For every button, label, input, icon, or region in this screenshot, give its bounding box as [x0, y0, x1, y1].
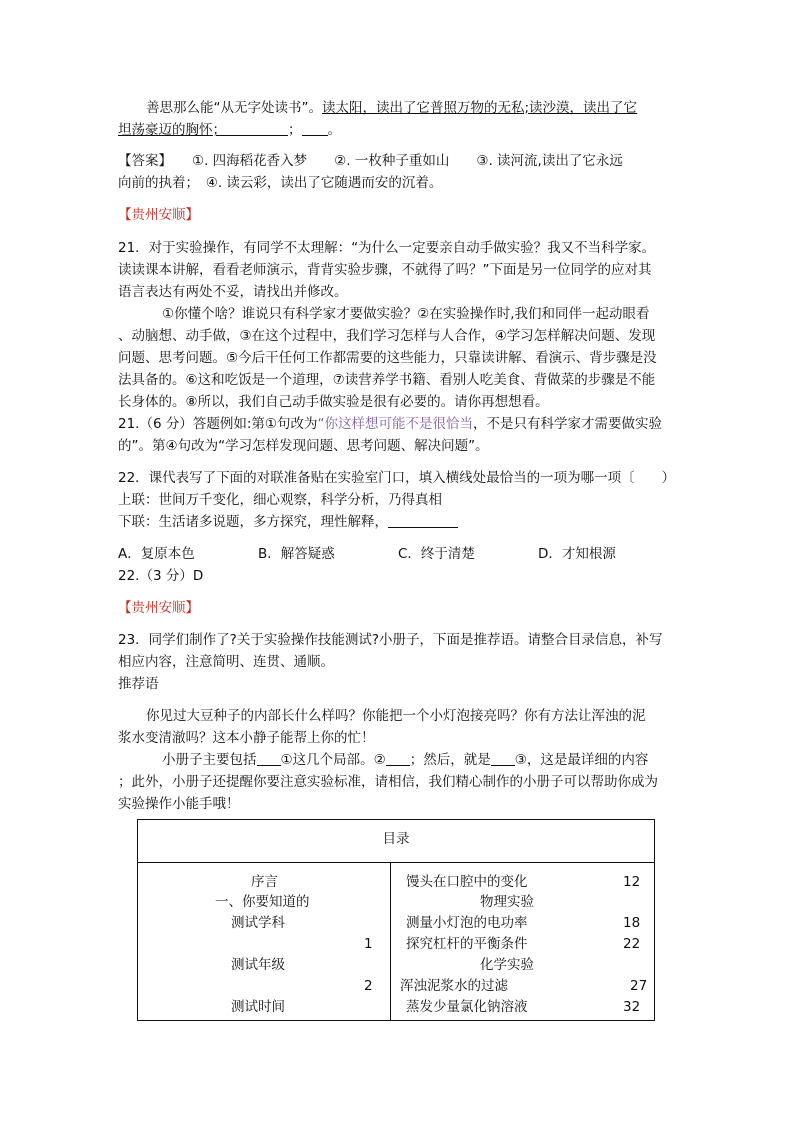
poem-line-2: 坦荡豪迈的胸怀； ； 。: [118, 122, 341, 138]
toc-divider: [138, 862, 654, 863]
q21-line-6: 问题、思考问题。⑤今后干任何工作都需要的这些能力，只靠读讲解、看演示、背步骤是没: [118, 350, 657, 366]
toc-right-item: 测量小灯泡的电功率: [406, 915, 528, 931]
q23-para2-line-3: 实验操作小能手哦！: [118, 796, 240, 812]
toc-page-number: 2: [364, 978, 373, 994]
toc-right-item: 蒸发少量氯化钠溶液: [406, 999, 528, 1015]
toc-right-item: 探究杠杆的平衡条件: [406, 936, 528, 952]
q22-line-1: 22．课代表写了下面的对联准备贴在实验室门口，填入横线处最恰当的一项为哪一项〔 ）: [118, 470, 676, 486]
toc-page-number: 18: [623, 915, 641, 931]
toc-page-number: 12: [623, 874, 641, 890]
q21-line-5: 、动脑想、动手做，③在这个过程中，我们学习怎样与人合作，④学习怎样解决问题、发现: [118, 328, 656, 344]
q21-line-8: 长身体的。⑧所以，我们自己动手做实验是很有必要的。请你再想想看。: [118, 394, 549, 410]
q22-option-c: C．终于清楚: [398, 546, 475, 562]
toc-right-item: 化学实验: [480, 957, 534, 973]
toc-right-item: 馒头在口腔中的变化: [406, 874, 528, 890]
q21-line-3: 语言表达有两处不妥，请找出并修改。: [118, 284, 348, 300]
toc-page-number: 32: [623, 999, 641, 1015]
answer-label: 【答案】: [118, 153, 172, 169]
q22-option-d: D．才知根源: [538, 546, 616, 562]
q22-option-a: A．复原本色: [118, 546, 195, 562]
poem-line-1: 善思那么能“从无字处读书”。读太阳，读出了它普照万物的无私;读沙漠，读出了它: [146, 100, 638, 116]
q23-para2-line-1: 小册子主要包括 ①这几个局部。② ；然后，就是 ③，这是最详细的内容: [162, 752, 649, 768]
toc-left-item: 测试年级: [231, 957, 285, 973]
q22-option-b: B．解答疑惑: [258, 546, 335, 562]
source-tag-1: 【贵州安顺】: [118, 207, 199, 223]
toc-page-number: 1: [364, 936, 373, 952]
toc-right-item: 物理实验: [480, 894, 534, 910]
fill-blank-6: [491, 751, 515, 766]
toc-left-item: 序言: [251, 874, 278, 890]
q22-answer: 22.（3 分）D: [118, 568, 204, 584]
toc-title: 目录: [382, 831, 410, 847]
q23-para1-line-1: 你见过大豆种子的内部长什么样吗？你能把一个小灯泡接亮吗？你有方法让浑浊的泥: [146, 708, 646, 724]
answer-line-1: 【答案】 ①. 四海稻花香入梦 ②. 一枚种子重如山 ③. 读河流,读出了它永远: [118, 153, 623, 169]
fill-blank-1: [226, 121, 288, 136]
q21-line-1: 21．对于实验操作，有同学不太理解：“为什么一定要亲自动手做实验？我又不当科学家。: [118, 240, 656, 256]
fill-blank-5: [386, 751, 410, 766]
fill-blank-2: [302, 121, 328, 136]
q22-line-3: 下联：生活诸多说题，多方探究，理性解释，: [118, 512, 458, 532]
q21-answer-line-1: 21.（6 分）答题例如:第①句改为“你这样想可能不是很恰当，不是只有科学家才需要做实验: [118, 416, 663, 432]
toc-right-item: 浑浊泥浆水的过滤: [400, 978, 508, 994]
q22-line-2: 上联：世间万千变化，细心观察，科学分析，乃得真相: [118, 492, 442, 508]
fill-blank-4: [257, 751, 281, 766]
toc-left-item: 一、你要知道的: [215, 894, 310, 910]
toc-column-divider: [390, 862, 391, 1020]
fill-blank-3: [388, 513, 458, 528]
toc-left-item: 测试学科: [231, 915, 285, 931]
q23-line-1: 23．同学们制作了?关于实验操作技能测试?小册子，下面是推荐语。请整合目录信息，补写: [118, 632, 663, 648]
toc-left-item: 测试时间: [231, 999, 285, 1015]
toc-page-number: 22: [623, 936, 641, 952]
answer-line-2: 向前的执着； ④. 读云彩，读出了它随遇而安的沉着。: [118, 175, 443, 191]
q21-answer-line-2: 的”。第④句改为“学习怎样发现问题、思考问题、解决问题”。: [118, 438, 489, 454]
q23-line-2: 相应内容，注意简明、连贯、通顺。: [118, 654, 334, 670]
source-tag-2: 【贵州安顺】: [118, 600, 199, 616]
toc-page-number: 27: [630, 978, 648, 994]
q21-line-4: ①你懂个啥？谁说只有科学家才要做实验？②在实验操作时,我们和同伴一起动眼看: [162, 306, 650, 322]
q23-para1-line-2: 浆水变清澈吗？这本小静子能帮上你的忙！: [118, 730, 375, 746]
toc-table: [137, 819, 655, 1021]
q21-line-2: 读读课本讲解，看看老师演示，背背实验步骤，不就得了吗？”下面是另一位同学的应对其: [118, 262, 652, 278]
q23-line-3: 推荐语: [118, 676, 159, 692]
q21-line-7: 法具备的。⑥这和吃饭是一个道理，⑦读营养学书籍、看别人吃美食、背做菜的步骤是不能: [118, 372, 656, 388]
q23-para2-line-2: ；此外，小册子还提醒你要注意实验标准，请相信，我们精心制作的小册子可以帮助你成为: [118, 774, 658, 790]
